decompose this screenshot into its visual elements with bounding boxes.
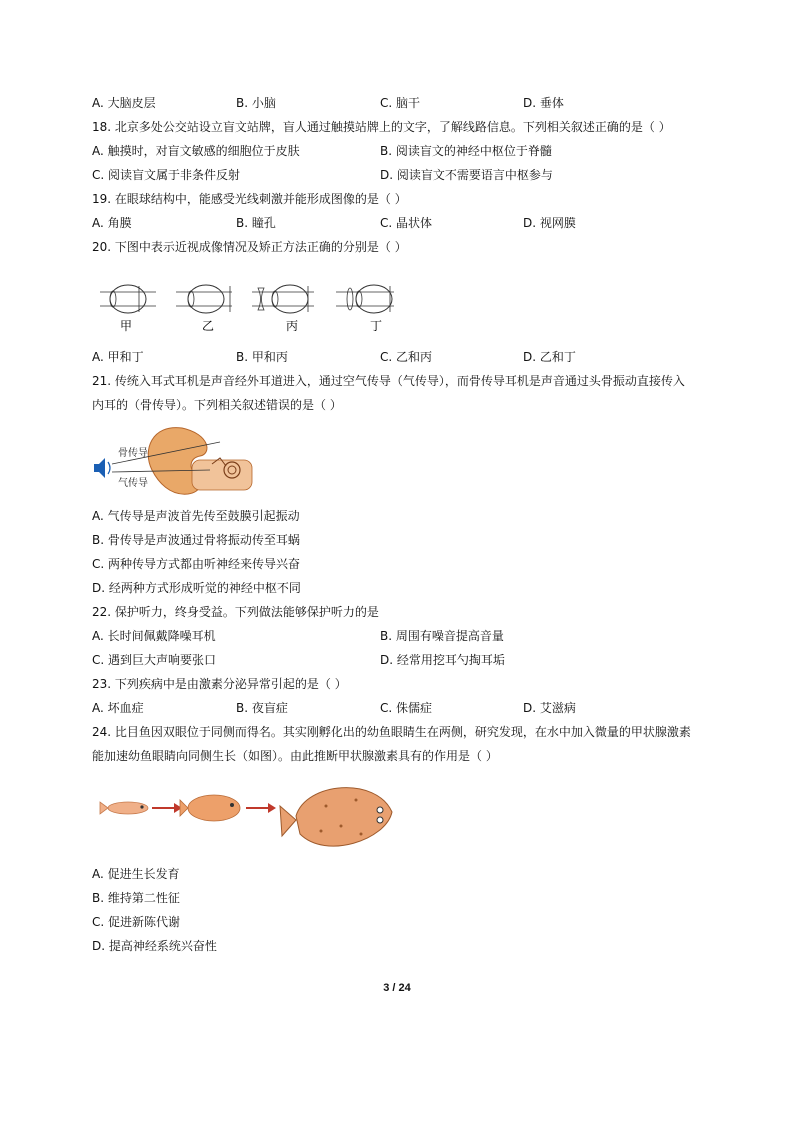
q22-option-b: B. 周围有噪音提高音量 [380, 629, 504, 643]
larva-fish-icon [100, 802, 148, 814]
q23-stem: 23. 下列疾病中是由激素分泌异常引起的是（ ） [92, 677, 347, 691]
speaker-icon [94, 458, 110, 478]
q22-option-c: C. 遇到巨大声响要张口 [92, 653, 217, 667]
q17-option-a: A. 大脑皮层 [92, 96, 156, 110]
q20-stem: 20. 下图中表示近视成像情况及矫正方法正确的分别是（ ） [92, 240, 407, 254]
q17-option-d: D. 垂体 [523, 96, 564, 110]
arrow-2-icon [246, 803, 276, 813]
q23-option-c: C. 侏儒症 [380, 701, 433, 715]
eye-label-jia: 甲 [120, 319, 133, 333]
q19-option-b: B. 瞳孔 [236, 216, 276, 230]
q22-option-d: D. 经常用挖耳勺掏耳垢 [380, 653, 505, 667]
eye-diagram-ding [336, 285, 394, 313]
q24-stem-line2: 能加速幼鱼眼睛向同侧生长（如图）。由此推断甲状腺激素具有的作用是（ ） [92, 749, 498, 763]
q19-option-a: A. 角膜 [92, 216, 132, 230]
q18-option-c: C. 阅读盲文属于非条件反射 [92, 168, 241, 182]
q21-stem-line1: 21. 传统入耳式耳机是声音经外耳道进入，通过空气传导（气传导），而骨传导耳机是声音通过头骨振动直接传入 [92, 374, 685, 388]
q19-stem: 19. 在眼球结构中，能感受光线刺激并能形成图像的是（ ） [92, 192, 407, 206]
q20-option-d: D. 乙和丁 [523, 350, 576, 364]
q24-option-c: C. 促进新陈代谢 [92, 915, 181, 929]
juvenile-fish-icon [180, 795, 240, 821]
q22-option-a: A. 长时间佩戴降噪耳机 [92, 629, 216, 643]
q23-option-b: B. 夜盲症 [236, 701, 288, 715]
q18-option-d: D. 阅读盲文不需要语言中枢参与 [380, 168, 553, 182]
ear-illustration [148, 428, 252, 495]
q19-option-d: D. 视网膜 [523, 216, 576, 230]
q18-option-a: A. 触摸时，对盲文敏感的细胞位于皮肤 [92, 144, 300, 158]
ear-conduction-figure [92, 420, 262, 500]
q17-option-b: B. 小脑 [236, 96, 276, 110]
q22-stem: 22. 保护听力，终身受益。下列做法能够保护听力的是 [92, 605, 379, 619]
eye-diagrams-figure [98, 280, 398, 336]
q21-option-a: A. 气传导是声波首先传至鼓膜引起振动 [92, 509, 300, 523]
q17-option-c: C. 脑干 [380, 96, 421, 110]
q19-option-c: C. 晶状体 [380, 216, 433, 230]
q24-option-d: D. 提高神经系统兴奋性 [92, 939, 217, 953]
adult-flatfish-icon [280, 788, 392, 846]
arrow-1-icon [152, 803, 182, 813]
flatfish-development-figure [96, 776, 406, 860]
q23-option-d: D. 艾滋病 [523, 701, 576, 715]
q21-option-b: B. 骨传导是声波通过骨将振动传至耳蜗 [92, 533, 300, 547]
q21-option-c: C. 两种传导方式都由听神经来传导兴奋 [92, 557, 301, 571]
q24-option-b: B. 维持第二性征 [92, 891, 180, 905]
q21-stem-line2: 内耳的（骨传导）。下列相关叙述错误的是（ ） [92, 398, 342, 412]
q18-stem: 18. 北京多处公交站设立盲文站牌，盲人通过触摸站牌上的文字，了解线路信息。下列相关叙述正确的是（ ） [92, 120, 671, 134]
eye-diagram-bing [252, 285, 314, 313]
q23-option-a: A. 坏血症 [92, 701, 144, 715]
bone-conduction-label: 骨传导 [118, 448, 148, 459]
eye-label-ding: 丁 [370, 319, 383, 333]
eye-label-bing: 丙 [286, 319, 299, 333]
eye-diagram-yi [176, 285, 232, 313]
q18-option-b: B. 阅读盲文的神经中枢位于脊髓 [380, 144, 552, 158]
q20-option-c: C. 乙和丙 [380, 350, 433, 364]
q24-option-a: A. 促进生长发育 [92, 867, 180, 881]
q24-stem-line1: 24. 比目鱼因双眼位于同侧而得名。其实刚孵化出的幼鱼眼睛生在两侧，研究发现，在水中加入微量的甲状腺激素 [92, 725, 691, 739]
eye-diagram-jia [100, 285, 156, 313]
air-conduction-label: 气传导 [118, 478, 148, 489]
eye-label-yi: 乙 [202, 319, 215, 333]
q20-option-b: B. 甲和丙 [236, 350, 288, 364]
page-number: 3 / 24 [383, 982, 411, 994]
q21-option-d: D. 经两种方式形成听觉的神经中枢不同 [92, 581, 301, 595]
q20-option-a: A. 甲和丁 [92, 350, 144, 364]
